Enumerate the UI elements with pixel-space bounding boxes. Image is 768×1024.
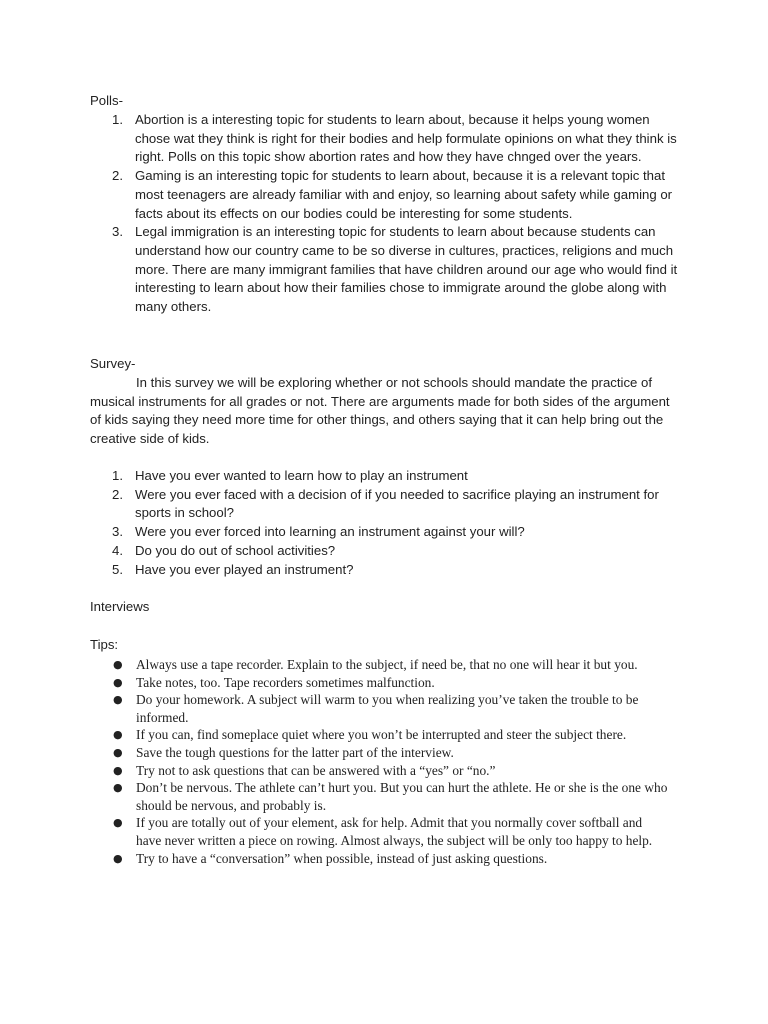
list-item-text: Do your homework. A subject will warm to you when realizing you’ve taken the trouble to be informed.	[136, 692, 639, 725]
list-item	[90, 523, 680, 542]
survey-intro: In this survey we will be exploring whether or not schools should mandate the practice of musical instruments for all grades or not. There are arguments made for both sides of the argument of kids saying they need more time for other things, and others saying that it can help bring out the creative side of kids.	[90, 375, 670, 447]
bullet-icon: ●	[113, 851, 123, 865]
list-item	[90, 814, 670, 849]
list-item	[90, 223, 680, 317]
tips-list	[90, 656, 670, 867]
list-item-text: Were you ever faced with a decision of if you needed to sacrifice playing an instrument for sports in school?	[135, 486, 659, 521]
bullet-icon: ●	[113, 763, 123, 777]
list-number: 2.	[112, 168, 123, 184]
list-number: 1.	[112, 112, 123, 127]
bullet-icon: ●	[113, 675, 123, 689]
bullet-icon: ●	[113, 728, 123, 742]
list-item-text: Don’t be nervous. The athlete can’t hurt you. But you can hurt the athlete. He or she is the one who should be nervous, and probably is.	[136, 780, 668, 813]
list-item	[90, 486, 680, 523]
list-item-text: Take notes, too. Tape recorders sometimes malfunction.	[136, 674, 435, 690]
list-item-text: Were you ever forced into learning an instrument against your will?	[135, 524, 525, 540]
list-number: 5.	[112, 561, 123, 577]
list-item-text: Have you ever played an instrument?	[135, 561, 354, 577]
list-item	[90, 744, 670, 762]
list-item-text: Do you do out of school activities?	[135, 542, 336, 558]
bullet-icon: ●	[113, 693, 123, 707]
list-item	[90, 762, 670, 780]
list-item-text: If you can, find someplace quiet where you won’t be interrupted and steer the subject there.	[136, 727, 627, 743]
list-item	[90, 111, 680, 167]
list-item	[90, 674, 670, 692]
list-number: 4.	[112, 542, 123, 558]
list-item-text: Gaming is an interesting topic for students to learn about, because it is a relevant topic that most teenagers are already familiar with and enjoy, so learning about safety while gaming or facts about its effects on our bodies could be interesting for some students.	[135, 168, 673, 221]
list-number: 1.	[112, 468, 123, 483]
list-item	[90, 167, 680, 223]
list-item	[90, 726, 670, 744]
survey-questions-list	[90, 467, 680, 579]
list-item	[90, 561, 680, 580]
list-item	[90, 691, 670, 726]
list-item	[90, 779, 670, 814]
polls-list	[90, 111, 680, 317]
list-item-text: If you are totally out of your element, ask for help. Admit that you normally cover softball and have never written a piece on rowing. Almost always, the subject will be only too happy to help.	[136, 815, 653, 848]
list-number: 3.	[112, 224, 123, 240]
bullet-icon: ●	[113, 781, 123, 795]
list-item-text: Always use a tape recorder. Explain to the subject, if need be, that no one will hear it but you.	[136, 657, 638, 672]
list-item-text: Legal immigration is an interesting topic for students to learn about because students can understand how our country came to be so diverse in cultures, practices, religions and much more. There are many immigrant families that have children around our age who would find it interesting to learn about how their families chose to immigrate around the globe along with many others.	[135, 224, 678, 315]
list-number: 2.	[112, 486, 123, 502]
list-number: 3.	[112, 524, 123, 540]
polls-heading: Polls-	[90, 93, 123, 108]
list-item-text: Have you ever wanted to learn how to play an instrument	[135, 468, 468, 483]
bullet-icon: ●	[113, 816, 123, 830]
list-item-text: Try to have a “conversation” when possible, instead of just asking questions.	[136, 850, 548, 866]
list-item-text: Try not to ask questions that can be answered with a “yes” or “no.”	[136, 762, 496, 778]
interviews-heading: Interviews	[90, 599, 150, 614]
list-item-text: Abortion is a interesting topic for students to learn about, because it helps young women chose wat they think is right for their bodies and help formulate opinions on what they think is right. Polls on this topic show abortion rates and how they have chnged over the years.	[135, 112, 677, 165]
list-item-text: Save the tough questions for the latter part of the interview.	[136, 744, 454, 760]
list-item	[90, 467, 680, 486]
bullet-icon: ●	[113, 658, 123, 671]
list-item	[90, 850, 670, 868]
bullet-icon: ●	[113, 745, 123, 759]
list-item	[90, 656, 670, 674]
tips-heading: Tips:	[90, 637, 119, 652]
survey-heading: Survey-	[90, 356, 136, 371]
list-item	[90, 542, 680, 561]
